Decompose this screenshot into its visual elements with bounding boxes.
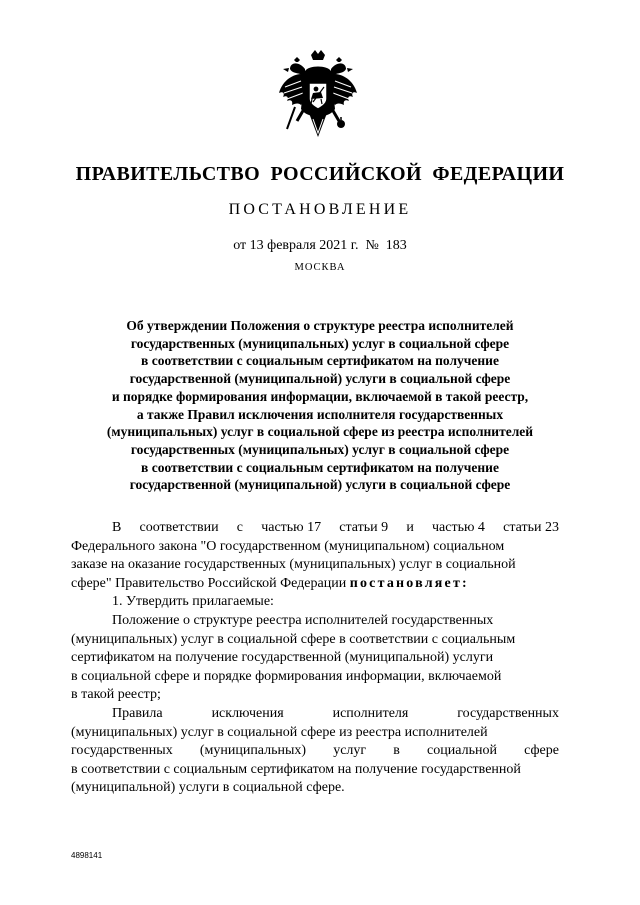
body-line: в соответствии с социальным сертификатом на получение государственной xyxy=(71,761,521,777)
heading-line: государственной (муниципальной) услуги в социальной сфере xyxy=(129,371,511,387)
body-line: Положение о структуре реестра исполнителей государственных xyxy=(112,612,494,628)
resolution-keyword: постановляет: xyxy=(349,575,469,591)
body-word: (муниципальных) xyxy=(199,743,307,759)
heading-line: в соответствии с социальным сертификатом на получение xyxy=(141,459,499,475)
document-id-number: 4898141 xyxy=(71,851,103,860)
body-line: (муниципальных) услуг в социальной сфере в соответствии с социальным xyxy=(71,631,516,647)
body-line: заказе на оказание государственных (муниципальных) услуг в социальной xyxy=(71,557,516,573)
document-city: МОСКВА xyxy=(294,262,346,273)
body-word: соответствии xyxy=(139,520,219,535)
document-type: ПОСТАНОВЛЕНИЕ xyxy=(228,201,412,218)
heading-line: государственных (муниципальных) услуг в социальной сфере xyxy=(130,335,510,351)
heading-line: в соответствии с социальным сертификатом на получение xyxy=(141,353,499,369)
body-word: исключения xyxy=(211,705,284,721)
body-line xyxy=(71,519,559,538)
body-word: в xyxy=(393,743,400,759)
body-word: сфере xyxy=(524,743,559,759)
body-line: (муниципальных) услуг в социальной сфере из реестра исполнителей xyxy=(71,724,488,740)
document-heading xyxy=(70,317,570,494)
heading-line: Об утверждении Положения о структуре реестра исполнителей xyxy=(126,318,514,333)
document-date-number: от 13 февраля 2021 г. № 183 xyxy=(233,238,407,253)
heading-line: (муниципальных) услуг в социальной сфере из реестра исполнителей xyxy=(106,424,534,440)
heading-line: а также Правил исключения исполнителя государственных xyxy=(136,406,504,422)
body-word: с xyxy=(236,520,244,535)
body-word: государственных xyxy=(457,705,559,721)
body-line: Федерального закона "О государственном (муниципальном) социальном xyxy=(71,538,505,554)
body-text-fragment: сфере" Правительство Российской Федерации xyxy=(71,575,350,591)
body-word: услуг xyxy=(333,743,367,759)
body-word: статьи 9 xyxy=(339,520,389,535)
body-word: частью 4 xyxy=(432,520,485,535)
heading-line: государственных (муниципальных) услуг в социальной сфере xyxy=(130,441,510,457)
heading-line: и порядке формирования информации, включаемой в такой реестр, xyxy=(111,388,529,404)
russian-coat-of-arms-icon xyxy=(275,49,361,141)
body-word: В xyxy=(112,520,122,535)
body-line: в социальной сфере и порядке формирования информации, включаемой xyxy=(71,668,502,684)
body-word: и xyxy=(406,520,414,535)
body-word: социальной xyxy=(427,743,497,759)
body-word: исполнителя xyxy=(332,705,409,721)
document-body xyxy=(71,519,559,798)
heading-line: государственной (муниципальной) услуги в социальной сфере xyxy=(129,477,511,493)
body-line xyxy=(71,742,559,761)
body-line: (муниципальной) услуги в социальной сфере. xyxy=(71,780,345,796)
body-word: статьи 23 xyxy=(503,520,559,535)
numbered-item: 1. Утвердить прилагаемые: xyxy=(112,594,274,610)
government-title: ПРАВИТЕЛЬСТВО РОССИЙСКОЙ ФЕДЕРАЦИИ xyxy=(75,163,565,185)
body-line: в такой реестр; xyxy=(71,687,161,703)
body-word: частью 17 xyxy=(261,520,322,535)
body-word: государственных xyxy=(71,743,173,759)
body-line xyxy=(71,575,559,594)
body-line: сертификатом на получение государственной (муниципальной) услуги xyxy=(71,650,494,666)
body-word: Правила xyxy=(112,705,163,721)
body-line xyxy=(71,705,559,724)
